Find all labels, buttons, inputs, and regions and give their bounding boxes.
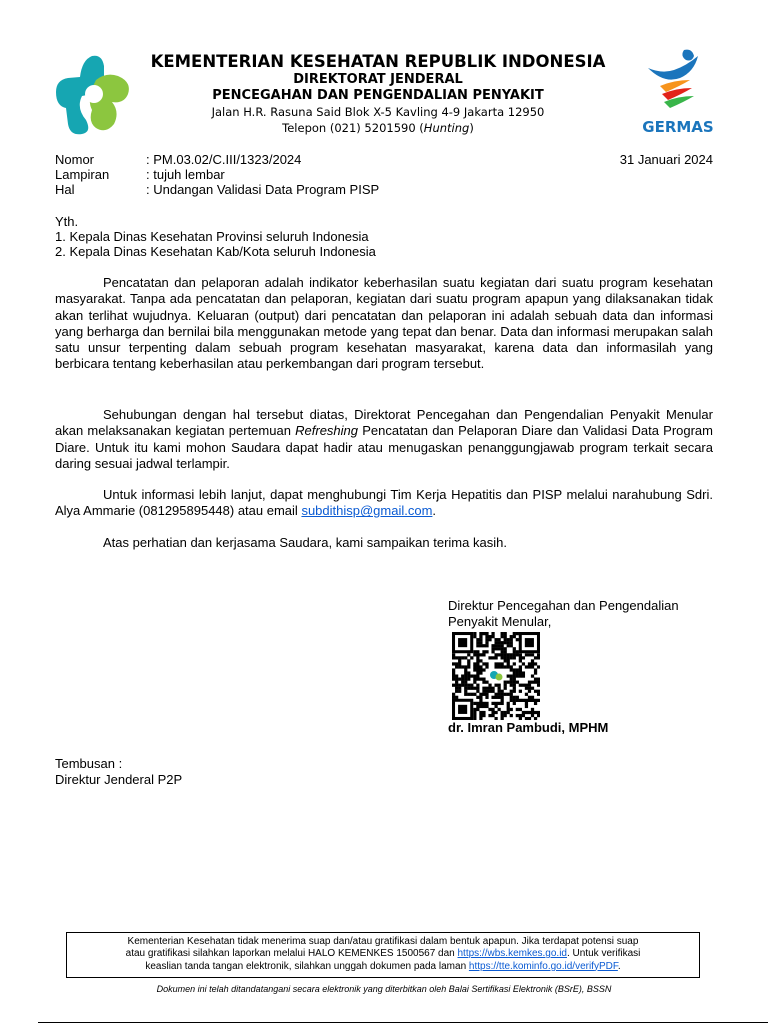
recipient-item: 1. Kepala Dinas Kesehatan Provinsi seluruh Indonesia <box>55 229 369 244</box>
directorate-name: DIREKTORAT JENDERAL <box>293 72 463 87</box>
lampiran-value: : tujuh lembar <box>146 167 225 182</box>
anti-gratification-notice: Kementerian Kesehatan tidak menerima suap dan/atau gratifikasi dalam bentuk apapun. Jika terdapat potensi suap atau gratifikasi silahkan laporkan melalui HALO KEMENKES 1500567 dan https://wbs.kemkes.go.id. Untuk verifikasi keaslian tanda tangan elektronik, silahkan unggah dokumen pada laman https://tte.kominfo.go.id/verifyPDF. <box>66 932 700 978</box>
division-name: PENCEGAHAN DAN PENGENDALIAN PENYAKIT <box>212 88 544 103</box>
lampiran-label: Lampiran <box>55 167 110 182</box>
signatory-name: dr. Imran Pambudi, MPHM <box>448 720 609 735</box>
letter-date: 31 Januari 2024 <box>619 152 713 167</box>
signature-qr-code <box>452 632 540 720</box>
nomor-value: : PM.03.02/C.III/1323/2024 <box>146 152 302 167</box>
body-paragraph-4: Atas perhatian dan kerjasama Saudara, kami sampaikan terima kasih. <box>103 535 507 550</box>
office-address: Jalan H.R. Rasuna Said Blok X-5 Kavling 4-9 Jakarta 12950 <box>211 105 545 119</box>
recipient-item: 2. Kepala Dinas Kesehatan Kab/Kota seluruh Indonesia <box>55 244 376 259</box>
ministry-name: KEMENTERIAN KESEHATAN REPUBLIK INDONESIA <box>150 52 606 71</box>
kemenkes-logo <box>52 50 134 138</box>
germas-wordmark: GERMAS <box>642 118 714 136</box>
body-paragraph-3: Untuk informasi lebih lanjut, dapat menghubungi Tim Kerja Hepatitis dan PISP melalui narahubung Sdri. Alya Ammarie (081295895448) atau email subdithisp@gmail.com. <box>55 487 713 519</box>
verify-pdf-link[interactable]: https://tte.kominfo.go.id/verifyPDF <box>468 960 618 972</box>
contact-email-link[interactable]: subdithisp@gmail.com <box>301 503 433 519</box>
salutation: Yth. <box>55 214 79 229</box>
hal-label: Hal <box>55 182 75 197</box>
germas-figure-head <box>682 50 694 61</box>
cc-recipient: Direktur Jenderal P2P <box>55 772 183 787</box>
germas-logo <box>640 46 716 136</box>
office-phone: Telepon (021) 5201590 (Hunting) <box>282 121 474 135</box>
signatory-title-line-1: Direktur Pencegahan dan Pengendalian <box>448 598 679 613</box>
page-bottom-rule <box>38 1022 768 1023</box>
hal-value: : Undangan Validasi Data Program PISP <box>146 182 380 197</box>
cc-label: Tembusan : <box>55 756 123 771</box>
bsre-note: Dokumen ini telah ditandatangani secara elektronik yang diterbitkan oleh Balai Sertifikasi Elektronik (BSrE), BSSN <box>156 984 612 994</box>
nomor-label: Nomor <box>55 152 95 167</box>
signatory-title-line-2: Penyakit Menular, <box>448 614 552 629</box>
body-paragraph-2: Sehubungan dengan hal tersebut diatas, Direktorat Pencegahan dan Pengendalian Penyakit Menular akan melaksanakan kegiatan pertemuan Refreshing Pencatatan dan Pelaporan Diare dan Validasi Data Program Diare. Untuk itu kami mohon Saudara dapat hadir atau menugaskan penanggungjawab program terkait secara daring sesuai jadwal terlampir. <box>55 407 713 471</box>
wbs-link[interactable]: https://wbs.kemkes.go.id <box>457 948 567 960</box>
body-paragraph-1: Pencatatan dan pelaporan adalah indikator keberhasilan suatu kegiatan dari suatu program kesehatan masyarakat. Tanpa ada pencatatan dan pelaporan, kegiatan dari suatu program apapun yang dilaksanakan tidak akan terlihat wujudnya. Keluaran (output) dari pencatatan dan pelaporan ini adalah sebuah data dan informasi yang berharga dan bernilai bila menggunakan metode yang tepat dan benar. Data dan informasi merupakan salah satu unsur terpenting dalam sebuah program kesehatan masyarakat, karena data dan informasilah yang berbicara tentang keberhasilan atau perkembangan dari program tersebut. <box>55 275 713 372</box>
